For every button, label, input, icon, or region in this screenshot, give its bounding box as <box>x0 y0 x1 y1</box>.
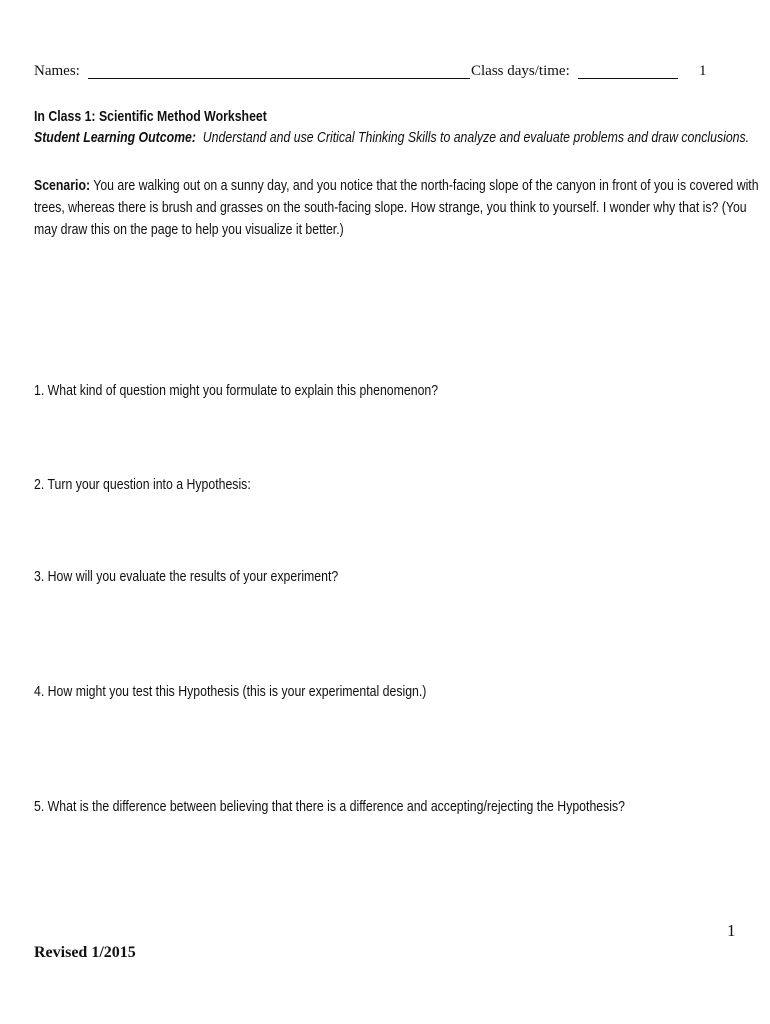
learning-outcome-text: Understand and use Critical Thinking Skills to analyze and evaluate problems and draw conclusions. <box>202 129 750 146</box>
names-blank-line <box>88 78 470 79</box>
worksheet-header <box>34 63 734 83</box>
footer-page-number: 1 <box>727 921 736 940</box>
question-1-text: 1. What kind of question might you formulate to explain this phenomenon? <box>34 382 439 399</box>
names-label: Names: <box>34 63 80 79</box>
question-4-text: 4. How might you test this Hypothesis (this is your experimental design.) <box>34 683 427 700</box>
learning-outcome <box>34 127 749 148</box>
header-page-number: 1 <box>699 63 707 79</box>
revised-date: Revised 1/2015 <box>34 944 136 961</box>
scenario-paragraph <box>34 175 759 241</box>
question-3-text: 3. How will you evaluate the results of your experiment? <box>34 568 339 585</box>
question-1 <box>34 382 527 399</box>
worksheet-title: In Class 1: Scientific Method Worksheet <box>34 108 267 125</box>
class-days-time-label: Class days/time: <box>471 63 570 79</box>
scenario-label: Scenario: <box>34 177 91 194</box>
question-4 <box>34 683 513 700</box>
class-days-time-blank-line <box>578 78 678 79</box>
question-3 <box>34 568 405 585</box>
question-5-text: 5. What is the difference between believing that there is a difference and accepting/rejecting the Hypothesis? <box>34 798 626 815</box>
scenario-line-3: may draw this on the page to help you visualize it better.) <box>34 221 344 238</box>
question-5 <box>34 798 755 815</box>
scenario-line-2: trees, whereas there is brush and grasses on the south-facing slope. How strange, you think to yourself. I wonder why that is? (You <box>34 199 747 216</box>
question-2 <box>34 476 298 493</box>
learning-outcome-label: Student Learning Outcome: <box>34 129 196 146</box>
title-block <box>34 106 770 148</box>
scenario-line-1: You are walking out on a sunny day, and you notice that the north-facing slope of the canyon in front of you is covered with <box>93 177 759 194</box>
question-2-text: 2. Turn your question into a Hypothesis: <box>34 476 251 493</box>
